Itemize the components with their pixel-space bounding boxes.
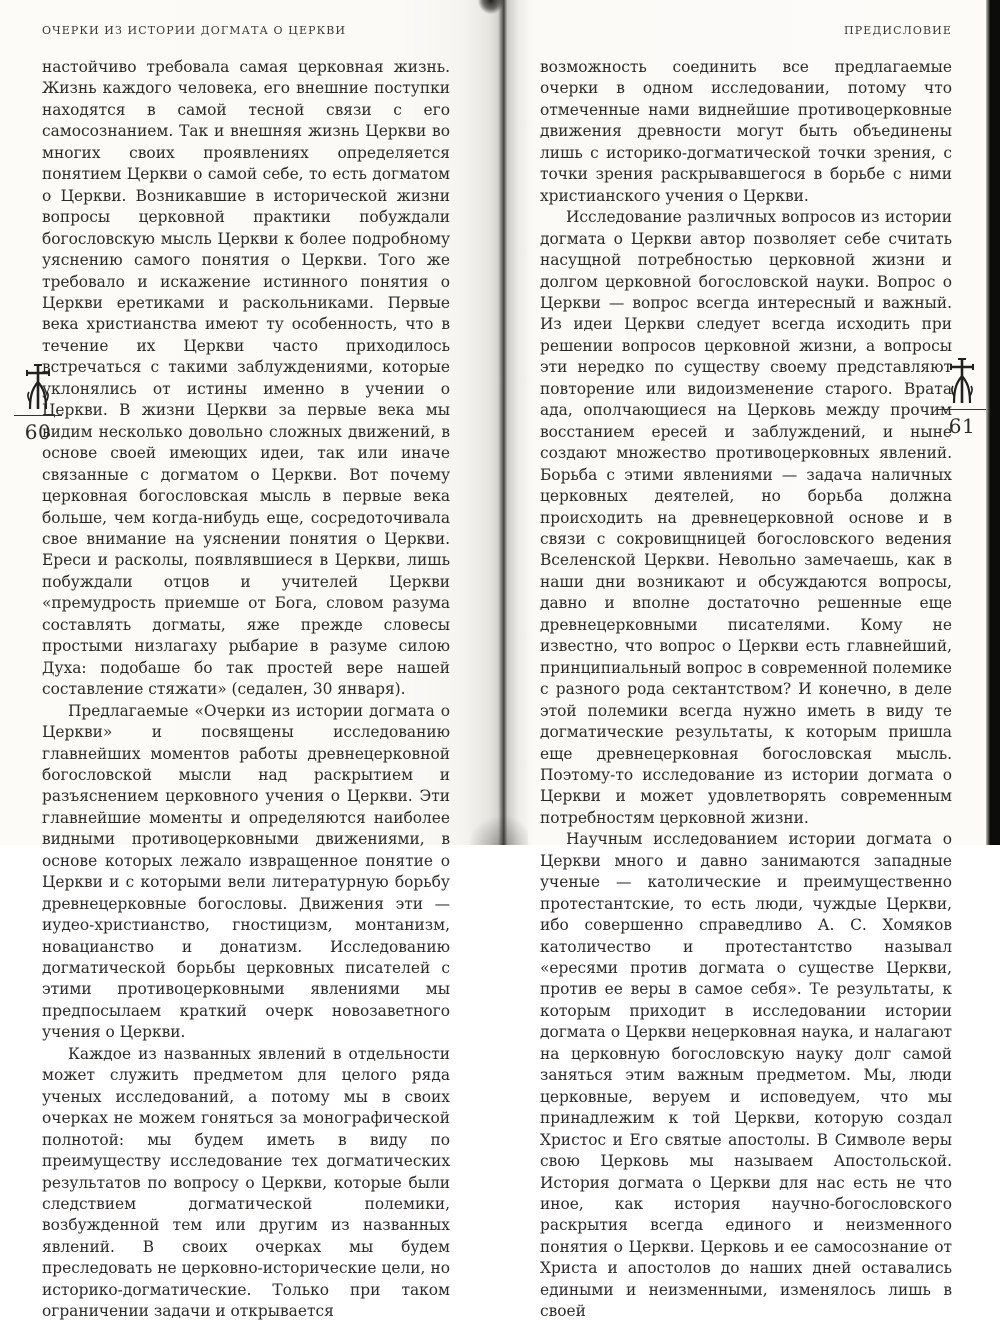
paragraph: Научным исследованием истории догмата о Церкви много и давно занимаются западные ученые — католические и преимущественно протестантские, то есть люди, чуждые Церкви, ибо совершенно справедливо А. С. Хомяков католичество и протестантство называл «ересями против догмата о существе Церкви, против ее веры в самое себя». Те результаты, к которым приходит в исследовании истории догмата о Церкви нецерковная наука, и налагают на церковную богословскую науку долг самой заняться этим важным предметом. Мы, люди церковные, веруем и исповедуем, что мы принадлежим к той Церкви, которую создал Христос и Его святые апостолы. В Символе веры свою Церковь мы называем Апостольской. История догмата о Церкви для нас есть не что иное, как история научно-богословского раскрытия всегда единого и неизменного понятия о Церкви. Церковь и ее самосознание от Христа и апостолов до наших дней оставались едиными и неизменными, изменялось лишь в своей — [540, 830, 952, 1321]
paragraph: возможность соединить все предлагаемые очерки в одном исследовании, потому что отмеченные нами виднейшие противоцерковные движения древности могут быть объединены лишь с историко-догматической точки зрения, с точки зрения раскрывавшегося в борьбе с ними христианского учения о Церкви. — [540, 58, 952, 205]
left-page — [42, 24, 470, 1323]
paragraph: Исследование различных вопросов из истории догмата о Церкви автор позволяет себе считать насущной потребностью церковной жизни и долгом церковной богословской науки. Вопрос о Церкви — вопрос всегда интересный и важный. Из идеи Церкви следует всегда исходить при решении вопросов церковной жизни, а вопросы эти нередко по существу своему представляют повторение или видоизменение старого. Врата ада, ополчающиеся на Церковь между прочим восстанием ересей и заблуждений, и ныне создают множество противоцерковных явлений. Борьба с этими явлениями — задача наличных церковных деятелей, но борьба должна происходить на древнецерковной основе и в связи с сокровищницей богословского ведения Вселенской Церкви. Невольно замечаешь, как в наши дни возникают и обсуждаются вопросы, давно и вполне достаточно решенные еще древнецерковными писателями. Кому не известно, что вопрос о Церкви есть главнейший, принципиальный вопрос в современной полемике с разного рода сектантством? И конечно, в деле этой полемики всегда нужно иметь в виду те догматические результаты, к которым пришла еще древнецерковная богословская мысль. Поэтому-то исследование из истории догмата о Церкви и может удовлетворять современным потребностям церковной жизни. — [540, 208, 952, 827]
body-text-right — [540, 57, 952, 1323]
page-number-right: 61 — [948, 414, 976, 438]
page-number-rule — [938, 409, 986, 410]
margin-block-right — [938, 358, 986, 438]
spine-top-shadow — [478, 0, 504, 14]
spine-bottom-shadow — [468, 815, 528, 845]
orthodox-cross-ornament-icon — [14, 364, 62, 410]
body-text-left — [42, 57, 450, 1323]
running-header-left: ОЧЕРКИ ИЗ ИСТОРИИ ДОГМАТА О ЦЕРКВИ — [42, 24, 347, 37]
page-number-rule — [14, 415, 62, 416]
margin-block-left — [14, 364, 62, 444]
paragraph: настойчиво требовала самая церковная жизнь. Жизнь каждого человека, его внешние поступки находятся в самой тесной связи с его самосознанием. Так и внешняя жизнь Церкви во многих своих проявлениях определяется понятием Церкви о самой себе, то есть догматом о Церкви. Возникавшие в исторической жизни вопросы церковной практики побуждали богословскую мысль Церкви к более подробному уяснению самого понятия о Церкви. Того же требовало и искажение истинного понятия о Церкви еретиками и раскольниками. Первые века христианства имеют ту особенность, что в течение их Церкви часто приходилось встречаться с такими заблуждениями, которые уклонялись от истины именно в учении о Церкви. В жизни Церкви за первые века мы видим несколько довольно сложных движений, в основе своей имеющих идеи, так или иначе связанные с догматом о Церкви. Вот почему церковная богословская мысль в первые века больше, чем когда-нибудь еще, сосредоточивала свое внимание на уяснении понятия о Церкви. Ереси и расколы, появлявшиеся в Церкви, лишь побуждали отцов и учителей Церкви «премудрость приемше от Бога, словом разума составлять догматы, яже прежде словесы простыми низлагаху рыбарие в разуме силою Духа: подобаше бо так простей вере нашей составление стяжати» (седален, 30 января). — [42, 58, 450, 699]
right-page — [540, 24, 952, 1323]
page-number-left: 60 — [24, 420, 52, 444]
paragraph: Предлагаемые «Очерки из истории догмата о Церкви» и посвящены исследованию главнейших моментов работы древнецерковной богословской мысли над раскрытием и разъяснением церковного учения о Церкви. Эти главнейшие моменты и определяются наиболее видными противоцерковными движениями, в основе которых лежало извращенное понятие о Церкви и с которыми вели литературную борьбу древнецерковные богословы. Движения эти — иудео-христианство, гностицизм, монтанизм, новацианство и донатизм. Исследованию догматической борьбы церковных писателей с этими противоцерковными явлениями мы предпосылаем краткий очерк новозаветного учения о Церкви. — [42, 701, 450, 1042]
paragraph: Каждое из названных явлений в отдельности может служить предметом для целого ряда ученых исследований, а потому мы в своих очерках не можем гоняться за монографической полнотой: мы будем иметь в виду по преимуществу исследование тех догматических результатов по вопросу о Церкви, которые были следствием догматической полемики, возбужденной тем или другим из названных явлений. В своих очерках мы будем преследовать не церковно-исторические цели, но историко-догматические. Только при таком ограничении задачи и открывается — [42, 1044, 450, 1321]
orthodox-cross-ornament-icon — [938, 358, 986, 404]
scan-black-edge — [986, 0, 1000, 845]
running-header-right: ПРЕДИСЛОВИЕ — [844, 24, 952, 37]
